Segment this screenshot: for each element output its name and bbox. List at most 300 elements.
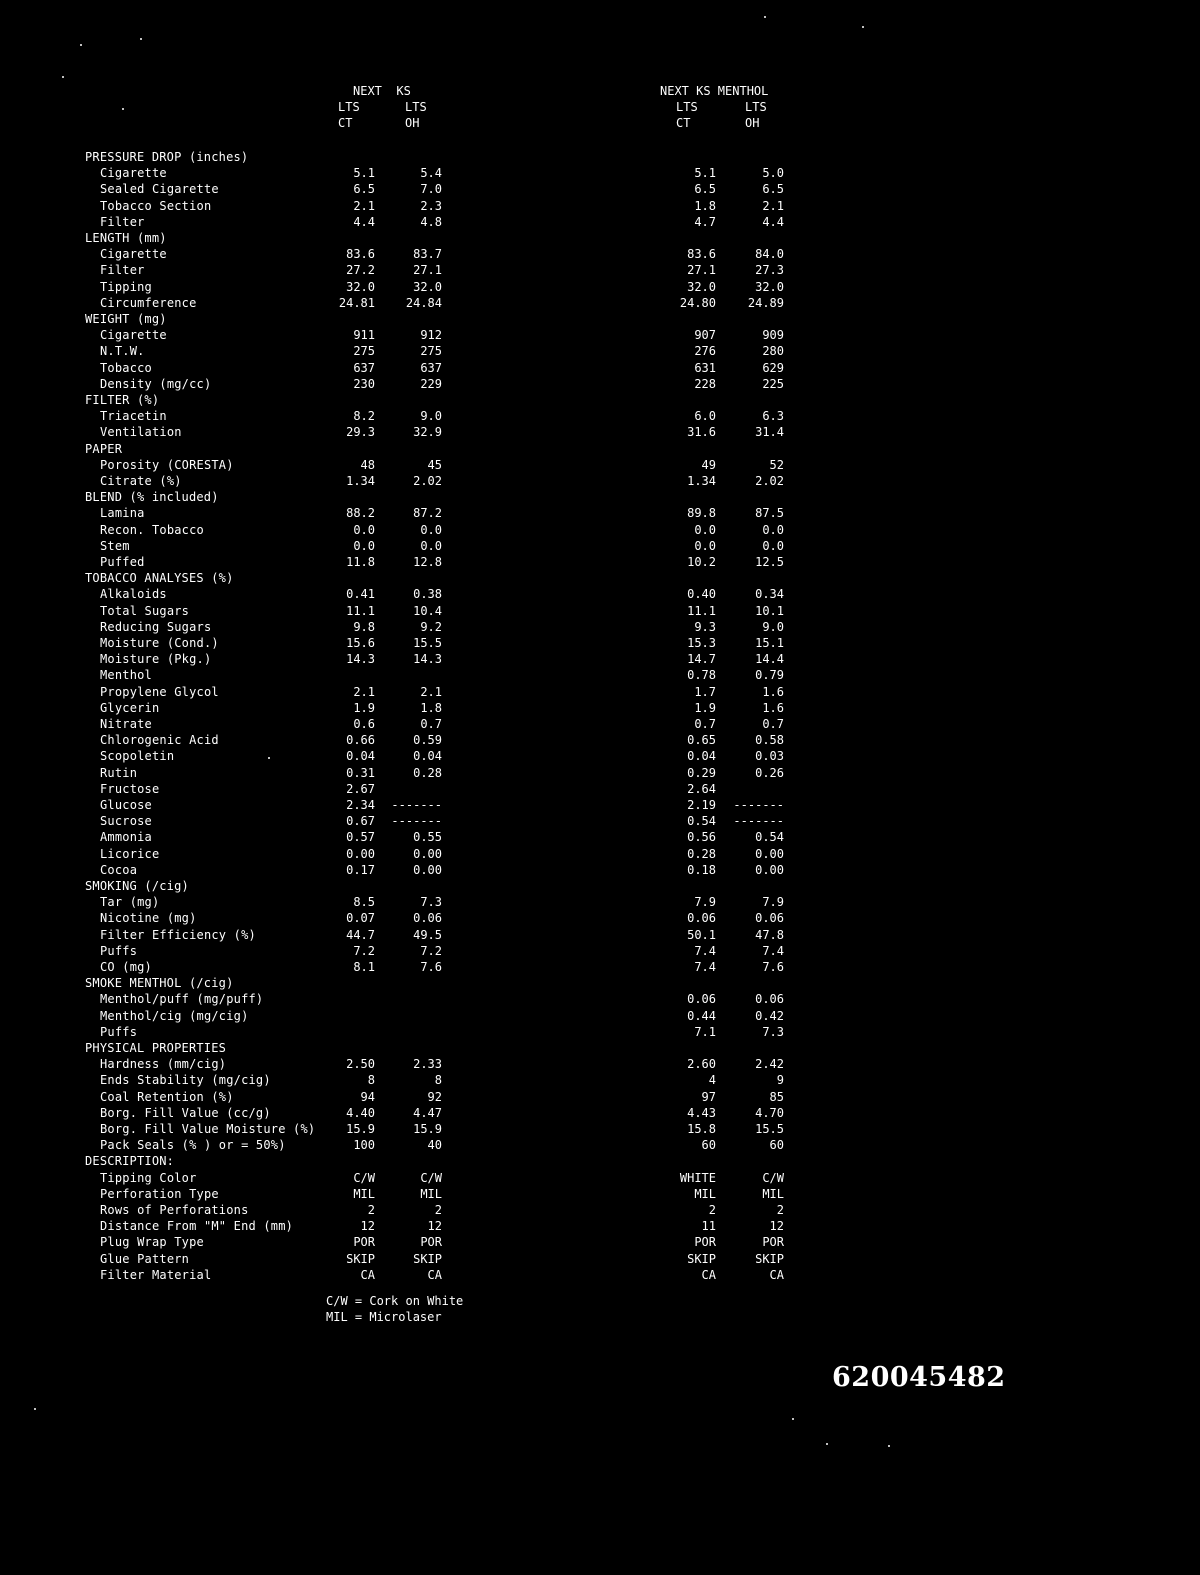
cell-value: CA: [427, 1268, 442, 1282]
header-ks-ct: CT: [338, 116, 353, 130]
cell-value: 24.81: [338, 296, 375, 310]
cell-value: 0.7: [762, 717, 784, 731]
row-label: Porosity (CORESTA): [100, 458, 234, 472]
cell-value: 2: [367, 1203, 375, 1217]
row-label: Circumference: [100, 296, 197, 310]
cell-value: WHITE: [679, 1171, 716, 1185]
cell-value: 0.0: [353, 539, 375, 553]
row-label: Menthol/cig (mg/cig): [100, 1009, 249, 1023]
section-heading: TOBACCO ANALYSES (%): [85, 571, 234, 585]
cell-value: 49.5: [413, 928, 442, 942]
cell-value: 8.1: [353, 960, 375, 974]
cell-value: 0.07: [346, 911, 375, 925]
cell-value: MIL: [762, 1187, 784, 1201]
header-next-ks: NEXT KS: [353, 84, 411, 98]
cell-value: 0.06: [413, 911, 442, 925]
cell-value: 87.2: [413, 506, 442, 520]
document-number: 620045482: [832, 1362, 1006, 1393]
cell-value: SKIP: [687, 1252, 716, 1266]
row-label: Filter: [100, 263, 145, 277]
row-label: Pack Seals (% ) or = 50%): [100, 1138, 286, 1152]
cell-value: CA: [701, 1268, 716, 1282]
row-label: Citrate (%): [100, 474, 182, 488]
row-label: Ventilation: [100, 425, 182, 439]
row-label: Licorice: [100, 847, 160, 861]
row-label: Filter Efficiency (%): [100, 928, 256, 942]
cell-value: 7.6: [762, 960, 784, 974]
cell-value: 27.1: [687, 263, 716, 277]
cell-value: 11.8: [346, 555, 375, 569]
section-heading: PRESSURE DROP (inches): [85, 150, 249, 164]
cell-value: 0.00: [755, 847, 784, 861]
cell-value: 45: [427, 458, 442, 472]
cell-value: 275: [353, 344, 375, 358]
cell-value: 2.1: [762, 199, 784, 213]
cell-value: 14.7: [687, 652, 716, 666]
header-menthol-lts-ct: LTS: [676, 100, 698, 114]
cell-value: 88.2: [346, 506, 375, 520]
cell-value: 0.00: [413, 863, 442, 877]
header-menthol-lts-oh: LTS: [745, 100, 767, 114]
cell-value: 9.0: [762, 620, 784, 634]
scan-speck: [62, 76, 64, 78]
cell-value: 0.00: [755, 863, 784, 877]
scan-speck: [34, 1408, 36, 1410]
row-label: Moisture (Pkg.): [100, 652, 212, 666]
cell-value: 60: [769, 1138, 784, 1152]
cell-value: 0.58: [755, 733, 784, 747]
cell-value: 7.2: [353, 944, 375, 958]
cell-value: 1.34: [346, 474, 375, 488]
cell-value: 0.56: [687, 830, 716, 844]
cell-value: 8: [367, 1073, 375, 1087]
cell-value: 52: [769, 458, 784, 472]
cell-value: 15.6: [346, 636, 375, 650]
cell-value: SKIP: [346, 1252, 375, 1266]
cell-value: 83.7: [413, 247, 442, 261]
row-label: Distance From "M" End (mm): [100, 1219, 294, 1233]
cell-value: 2.42: [755, 1057, 784, 1071]
cell-value: 0.44: [687, 1009, 716, 1023]
cell-value: 31.6: [687, 425, 716, 439]
cell-value: 229: [420, 377, 442, 391]
cell-value: 2: [708, 1203, 716, 1217]
row-label: Propylene Glycol: [100, 685, 219, 699]
cell-value: 87.5: [755, 506, 784, 520]
cell-value: 0.67: [346, 814, 375, 828]
cell-value: 85: [769, 1090, 784, 1104]
section-heading: WEIGHT (mg): [85, 312, 167, 326]
row-label: Perforation Type: [100, 1187, 219, 1201]
cell-value: 10.2: [687, 555, 716, 569]
cell-value: 97: [701, 1090, 716, 1104]
cell-value: 5.1: [694, 166, 716, 180]
cell-value: 0.66: [346, 733, 375, 747]
cell-value: -------: [733, 798, 784, 812]
row-label: Plug Wrap Type: [100, 1235, 204, 1249]
cell-value: 32.0: [346, 280, 375, 294]
cell-value: 12.8: [413, 555, 442, 569]
row-label: Stem: [100, 539, 130, 553]
cell-value: 2.33: [413, 1057, 442, 1071]
cell-value: MIL: [694, 1187, 716, 1201]
cell-value: 9.2: [420, 620, 442, 634]
cell-value: 6.5: [762, 182, 784, 196]
row-label: Puffed: [100, 555, 145, 569]
cell-value: 230: [353, 377, 375, 391]
cell-value: 47.8: [755, 928, 784, 942]
cell-value: C/W: [353, 1171, 375, 1185]
cell-value: 0.42: [755, 1009, 784, 1023]
cell-value: 2.02: [413, 474, 442, 488]
row-label: Reducing Sugars: [100, 620, 212, 634]
cell-value: 0.28: [687, 847, 716, 861]
row-label: Menthol: [100, 668, 152, 682]
cell-value: 31.4: [755, 425, 784, 439]
scan-speck: [268, 757, 270, 759]
row-label: Total Sugars: [100, 604, 190, 618]
cell-value: 7.3: [762, 1025, 784, 1039]
row-label: Cigarette: [100, 247, 167, 261]
cell-value: 15.5: [755, 1122, 784, 1136]
cell-value: 0.7: [694, 717, 716, 731]
cell-value: 2.02: [755, 474, 784, 488]
cell-value: 276: [694, 344, 716, 358]
row-label: Puffs: [100, 944, 138, 958]
cell-value: 0.38: [413, 587, 442, 601]
cell-value: 0.0: [353, 523, 375, 537]
section-heading: PHYSICAL PROPERTIES: [85, 1041, 227, 1055]
header-menthol-ct: CT: [676, 116, 691, 130]
cell-value: 15.1: [755, 636, 784, 650]
cell-value: 9.0: [420, 409, 442, 423]
cell-value: 0.00: [346, 847, 375, 861]
cell-value: POR: [353, 1235, 375, 1249]
cell-value: 27.2: [346, 263, 375, 277]
cell-value: 4.4: [762, 215, 784, 229]
scan-speck: [122, 108, 124, 110]
cell-value: 0.79: [755, 668, 784, 682]
section-heading: BLEND (% included): [85, 490, 219, 504]
cell-value: 4.7: [694, 215, 716, 229]
cell-value: 1.9: [353, 701, 375, 715]
row-label: Cigarette: [100, 328, 167, 342]
cell-value: 4.43: [687, 1106, 716, 1120]
row-label: Rows of Perforations: [100, 1203, 249, 1217]
cell-value: 27.1: [413, 263, 442, 277]
cell-value: 0.29: [687, 766, 716, 780]
row-label: Coal Retention (%): [100, 1090, 234, 1104]
cell-value: 8: [434, 1073, 442, 1087]
row-label: Ammonia: [100, 830, 152, 844]
row-label: Glycerin: [100, 701, 160, 715]
row-label: Rutin: [100, 766, 138, 780]
cell-value: 12: [360, 1219, 375, 1233]
cell-value: -------: [733, 814, 784, 828]
cell-value: 7.0: [420, 182, 442, 196]
cell-value: 7.9: [762, 895, 784, 909]
row-label: Nitrate: [100, 717, 152, 731]
cell-value: 911: [353, 328, 375, 342]
cell-value: 1.34: [687, 474, 716, 488]
row-label: Chlorogenic Acid: [100, 733, 219, 747]
cell-value: 49: [701, 458, 716, 472]
row-label: Borg. Fill Value (cc/g): [100, 1106, 271, 1120]
cell-value: 4.40: [346, 1106, 375, 1120]
cell-value: 0.04: [346, 749, 375, 763]
cell-value: 0.06: [687, 911, 716, 925]
cell-value: 0.0: [762, 523, 784, 537]
cell-value: 0.65: [687, 733, 716, 747]
cell-value: 2: [776, 1203, 784, 1217]
cell-value: 0.18: [687, 863, 716, 877]
cell-value: 6.3: [762, 409, 784, 423]
cell-value: 12: [769, 1219, 784, 1233]
cell-value: 2: [434, 1203, 442, 1217]
cell-value: 2.67: [346, 782, 375, 796]
cell-value: 0.0: [420, 523, 442, 537]
cell-value: 94: [360, 1090, 375, 1104]
header-menthol-oh: OH: [745, 116, 760, 130]
cell-value: 637: [353, 361, 375, 375]
cell-value: 0.0: [694, 523, 716, 537]
header-ks-lts-oh: LTS: [405, 100, 427, 114]
cell-value: 0.40: [687, 587, 716, 601]
cell-value: 629: [762, 361, 784, 375]
cell-value: 15.8: [687, 1122, 716, 1136]
cell-value: 0.06: [687, 992, 716, 1006]
cell-value: 10.1: [755, 604, 784, 618]
row-label: Tipping: [100, 280, 152, 294]
cell-value: 0.78: [687, 668, 716, 682]
cell-value: 0.55: [413, 830, 442, 844]
cell-value: 1.7: [694, 685, 716, 699]
row-label: Nicotine (mg): [100, 911, 197, 925]
cell-value: 7.9: [694, 895, 716, 909]
cell-value: 0.06: [755, 992, 784, 1006]
footnote-cw: C/W = Cork on White: [326, 1294, 464, 1308]
row-label: Triacetin: [100, 409, 167, 423]
section-heading: DESCRIPTION:: [85, 1154, 175, 1168]
cell-value: 1.8: [420, 701, 442, 715]
cell-value: 7.4: [694, 960, 716, 974]
row-label: Cigarette: [100, 166, 167, 180]
section-heading: SMOKE MENTHOL (/cig): [85, 976, 234, 990]
cell-value: POR: [420, 1235, 442, 1249]
cell-value: SKIP: [755, 1252, 784, 1266]
cell-value: 14.4: [755, 652, 784, 666]
cell-value: 0.6: [353, 717, 375, 731]
cell-value: 7.3: [420, 895, 442, 909]
cell-value: 0.31: [346, 766, 375, 780]
cell-value: 2.1: [420, 685, 442, 699]
cell-value: 9.3: [694, 620, 716, 634]
cell-value: 225: [762, 377, 784, 391]
cell-value: 100: [353, 1138, 375, 1152]
row-label: Recon. Tobacco: [100, 523, 204, 537]
cell-value: 5.1: [353, 166, 375, 180]
scan-speck: [140, 38, 142, 40]
row-label: Borg. Fill Value Moisture (%): [100, 1122, 316, 1136]
cell-value: SKIP: [413, 1252, 442, 1266]
row-label: Filter: [100, 215, 145, 229]
cell-value: 9: [776, 1073, 784, 1087]
cell-value: 32.0: [687, 280, 716, 294]
cell-value: 7.2: [420, 944, 442, 958]
cell-value: 4: [708, 1073, 716, 1087]
footnote-mil: MIL = Microlaser: [326, 1310, 442, 1324]
cell-value: 12: [427, 1219, 442, 1233]
cell-value: 44.7: [346, 928, 375, 942]
cell-value: 15.9: [346, 1122, 375, 1136]
cell-value: 89.8: [687, 506, 716, 520]
cell-value: POR: [762, 1235, 784, 1249]
cell-value: 2.1: [353, 685, 375, 699]
cell-value: 0.26: [755, 766, 784, 780]
row-label: Tobacco Section: [100, 199, 212, 213]
cell-value: 24.89: [747, 296, 784, 310]
row-label: Tar (mg): [100, 895, 160, 909]
cell-value: 8.5: [353, 895, 375, 909]
row-label: Scopoletin: [100, 749, 175, 763]
cell-value: 15.9: [413, 1122, 442, 1136]
cell-value: 11: [701, 1219, 716, 1233]
cell-value: 0.59: [413, 733, 442, 747]
cell-value: C/W: [762, 1171, 784, 1185]
scan-speck: [80, 44, 82, 46]
cell-value: 11.1: [346, 604, 375, 618]
cell-value: 32.9: [413, 425, 442, 439]
cell-value: C/W: [420, 1171, 442, 1185]
cell-value: CA: [769, 1268, 784, 1282]
row-label: Hardness (mm/cig): [100, 1057, 227, 1071]
cell-value: 24.84: [405, 296, 442, 310]
row-label: Sealed Cigarette: [100, 182, 219, 196]
cell-value: 4.70: [755, 1106, 784, 1120]
scan-speck: [792, 1418, 794, 1420]
cell-value: 60: [701, 1138, 716, 1152]
cell-value: 32.0: [413, 280, 442, 294]
cell-value: 1.8: [694, 199, 716, 213]
cell-value: 92: [427, 1090, 442, 1104]
cell-value: 24.80: [679, 296, 716, 310]
cell-value: 15.3: [687, 636, 716, 650]
cell-value: -------: [391, 798, 442, 812]
cell-value: 9.8: [353, 620, 375, 634]
header-ks-oh: OH: [405, 116, 420, 130]
cell-value: 275: [420, 344, 442, 358]
header-ks-lts-ct: LTS: [338, 100, 360, 114]
cell-value: 7.6: [420, 960, 442, 974]
cell-value: CA: [360, 1268, 375, 1282]
cell-value: 83.6: [346, 247, 375, 261]
cell-value: 2.34: [346, 798, 375, 812]
cell-value: 32.0: [755, 280, 784, 294]
cell-value: 0.54: [755, 830, 784, 844]
row-label: Fructose: [100, 782, 160, 796]
cell-value: 2.19: [687, 798, 716, 812]
cell-value: 8.2: [353, 409, 375, 423]
cell-value: 4.4: [353, 215, 375, 229]
row-label: Tipping Color: [100, 1171, 197, 1185]
row-label: Tobacco: [100, 361, 152, 375]
cell-value: 14.3: [346, 652, 375, 666]
row-label: Menthol/puff (mg/puff): [100, 992, 264, 1006]
cell-value: 1.9: [694, 701, 716, 715]
cell-value: 0.0: [694, 539, 716, 553]
cell-value: 0.57: [346, 830, 375, 844]
cell-value: -------: [391, 814, 442, 828]
section-heading: FILTER (%): [85, 393, 160, 407]
cell-value: 0.41: [346, 587, 375, 601]
cell-value: 0.7: [420, 717, 442, 731]
cell-value: 0.0: [762, 539, 784, 553]
cell-value: 6.5: [694, 182, 716, 196]
scan-speck: [862, 26, 864, 28]
cell-value: 1.6: [762, 685, 784, 699]
cell-value: 2.64: [687, 782, 716, 796]
cell-value: 0.28: [413, 766, 442, 780]
cell-value: 7.4: [694, 944, 716, 958]
header-next-ks-menthol: NEXT KS MENTHOL: [660, 84, 769, 98]
cell-value: 7.1: [694, 1025, 716, 1039]
cell-value: 0.54: [687, 814, 716, 828]
cell-value: MIL: [353, 1187, 375, 1201]
cell-value: 5.4: [420, 166, 442, 180]
row-label: Lamina: [100, 506, 145, 520]
cell-value: 27.3: [755, 263, 784, 277]
row-label: Glue Pattern: [100, 1252, 190, 1266]
cell-value: 912: [420, 328, 442, 342]
cell-value: 2.1: [353, 199, 375, 213]
cell-value: 2.50: [346, 1057, 375, 1071]
row-label: Sucrose: [100, 814, 152, 828]
cell-value: MIL: [420, 1187, 442, 1201]
cell-value: 2.3: [420, 199, 442, 213]
cell-value: 4.8: [420, 215, 442, 229]
cell-value: 1.6: [762, 701, 784, 715]
cell-value: 0.17: [346, 863, 375, 877]
section-heading: PAPER: [85, 442, 123, 456]
row-label: Moisture (Cond.): [100, 636, 219, 650]
cell-value: 48: [360, 458, 375, 472]
row-label: Ends Stability (mg/cig): [100, 1073, 271, 1087]
row-label: Filter Material: [100, 1268, 212, 1282]
cell-value: 6.0: [694, 409, 716, 423]
scan-speck: [826, 1443, 828, 1445]
cell-value: 15.5: [413, 636, 442, 650]
row-label: Cocoa: [100, 863, 138, 877]
cell-value: POR: [694, 1235, 716, 1249]
cell-value: 83.6: [687, 247, 716, 261]
cell-value: 0.34: [755, 587, 784, 601]
cell-value: 12.5: [755, 555, 784, 569]
cell-value: 84.0: [755, 247, 784, 261]
cell-value: 14.3: [413, 652, 442, 666]
scan-speck: [888, 1445, 890, 1447]
cell-value: 280: [762, 344, 784, 358]
section-heading: SMOKING (/cig): [85, 879, 189, 893]
cell-value: 50.1: [687, 928, 716, 942]
cell-value: 0.04: [687, 749, 716, 763]
cell-value: 907: [694, 328, 716, 342]
cell-value: 228: [694, 377, 716, 391]
row-label: Alkaloids: [100, 587, 167, 601]
cell-value: 0.0: [420, 539, 442, 553]
cell-value: 29.3: [346, 425, 375, 439]
row-label: Density (mg/cc): [100, 377, 212, 391]
section-heading: LENGTH (mm): [85, 231, 167, 245]
